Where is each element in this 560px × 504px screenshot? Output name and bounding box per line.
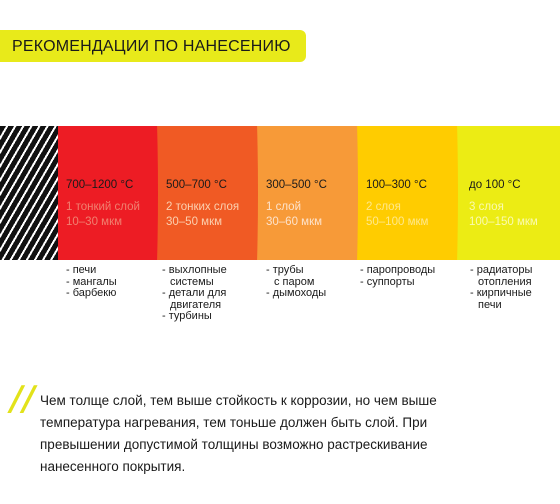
zone-1-uses — [66, 265, 117, 300]
list-item: - турбины — [162, 310, 212, 322]
zone-2-thickness: 30–50 мкм — [166, 216, 223, 228]
zone-4-layers: 2 слоя — [366, 201, 401, 213]
zone-5-info — [469, 178, 538, 230]
zone-4-thickness: 50–100 мкм — [366, 216, 429, 228]
list-item: - детали для — [162, 287, 227, 299]
quote-icon: // — [10, 379, 35, 419]
recommendation-note — [40, 390, 545, 478]
list-item: - дымоходы — [266, 287, 327, 299]
zone-5-thickness: 100–150 мкм — [469, 216, 538, 228]
list-item: - мангалы — [66, 275, 117, 288]
note-line: Чем толще слой, тем выше стойкость к коррозии, но чем выше — [40, 393, 437, 408]
zone-5-uses — [470, 265, 532, 311]
zone-4-uses — [360, 265, 435, 288]
note-line: температура нагревания, тем тоньше должен быть слой. При — [40, 415, 428, 430]
zone-2-uses — [162, 265, 227, 323]
zone-3-temperature: 300–500 °С — [266, 179, 327, 191]
zone-3-uses — [266, 265, 326, 300]
list-item: печи — [478, 298, 502, 311]
title-badge — [0, 30, 306, 62]
list-item: с паром — [274, 275, 315, 288]
list-item: - выхлопные — [162, 264, 227, 276]
note-line: нанесенного покрытия. — [40, 459, 186, 474]
list-item: - кирпичные — [470, 287, 532, 299]
list-item: системы — [170, 275, 214, 288]
hatch-pattern — [0, 126, 58, 260]
list-item: - печи — [66, 264, 97, 276]
zone-1-info — [66, 178, 140, 230]
list-item: - суппорты — [360, 275, 415, 288]
zone-1-thickness: 10–30 мкм — [66, 216, 123, 228]
zone-1-temperature: 700–1200 °С — [66, 179, 134, 191]
zone-3-thickness: 30–60 мкм — [266, 216, 323, 228]
list-item: - радиаторы — [470, 264, 533, 276]
zone-4-temperature: 100–300 °С — [366, 179, 427, 191]
zone-2-temperature: 500–700 °С — [166, 179, 227, 191]
note-line: превышении допустимой толщины возможно растрескивание — [40, 437, 428, 452]
list-item: - трубы — [266, 264, 304, 276]
list-item: - барбекю — [66, 287, 117, 299]
zone-1-layers: 1 тонкий слой — [66, 201, 140, 213]
list-item: двигателя — [170, 298, 222, 311]
zone-4-info — [366, 178, 428, 230]
zone-3-info — [266, 178, 327, 230]
zone-2-layers: 2 тонких слоя — [166, 201, 240, 213]
page-title: РЕКОМЕНДАЦИИ ПО НАНЕСЕНИЮ — [12, 38, 291, 55]
list-item: - паропроводы — [360, 264, 436, 276]
list-item: отопления — [478, 275, 532, 288]
zone-5-temperature: до 100 °С — [469, 179, 521, 191]
zone-5-layers: 3 слоя — [469, 201, 504, 213]
zone-3-layers: 1 слой — [266, 201, 301, 213]
zone-2-info — [166, 178, 239, 230]
